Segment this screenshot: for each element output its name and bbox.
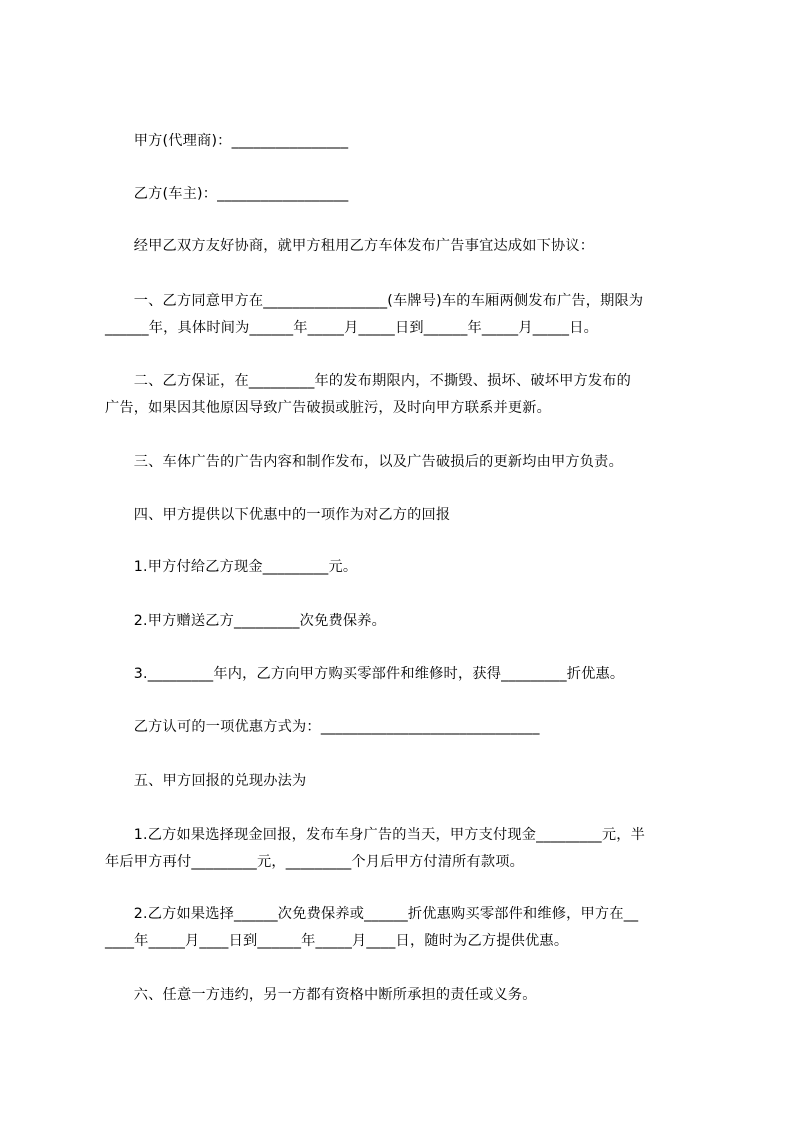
option-3: 3._________年内，乙方向甲方购买零部件和维修时，获得_________折优惠。 — [105, 666, 625, 682]
redeem-1-line-2: 年后甲方再付_________元，_________个月后甲方付清所有款项。 — [105, 854, 525, 870]
redeem-2-line-2: ____年_____月____日到______年_____月____日，随时为乙方提供优惠。 — [105, 933, 569, 949]
chosen-method-line: 乙方认可的一项优惠方式为：______________________________ — [105, 719, 540, 735]
clause-6: 六、任意一方违约，另一方都有资格中断所承担的责任或义务。 — [105, 987, 537, 1003]
party-a-line: 甲方(代理商)：________________ — [105, 133, 349, 149]
party-b-line: 乙方(车主)：__________________ — [105, 186, 349, 202]
preamble: 经甲乙双方友好协商，就甲方租用乙方车体发布广告事宜达成如下协议： — [105, 238, 595, 254]
option-1: 1.甲方付给乙方现金_________元。 — [105, 559, 358, 575]
clause-5: 五、甲方回报的兑现办法为 — [105, 773, 307, 789]
redeem-1-line-1: 1.乙方如果选择现金回报，发布车身广告的当天，甲方支付现金_________元，半 — [105, 827, 645, 843]
clause-2-line-1: 二、乙方保证，在_________年的发布期限内，不撕毁、损坏、破坏甲方发布的 — [105, 373, 632, 389]
clause-1-line-1: 一、乙方同意甲方在_________________(车牌号)车的车厢两侧发布广告，期限为 — [105, 293, 644, 309]
clause-2-line-2: 广告，如果因其他原因导致广告破损或脏污，及时向甲方联系并更新。 — [105, 400, 552, 416]
clause-1-line-2: ______年，具体时间为______年_____月_____日到______年_____月_____日。 — [105, 320, 598, 336]
redeem-2-line-1: 2.乙方如果选择______次免费保养或______折优惠购买零部件和维修，甲方在__ — [105, 906, 639, 922]
option-2: 2.甲方赠送乙方_________次免费保养。 — [105, 613, 387, 629]
clause-4: 四、甲方提供以下优惠中的一项作为对乙方的回报 — [105, 507, 451, 523]
clause-3: 三、车体广告的广告内容和制作发布，以及广告破损后的更新均由甲方负责。 — [105, 454, 623, 470]
